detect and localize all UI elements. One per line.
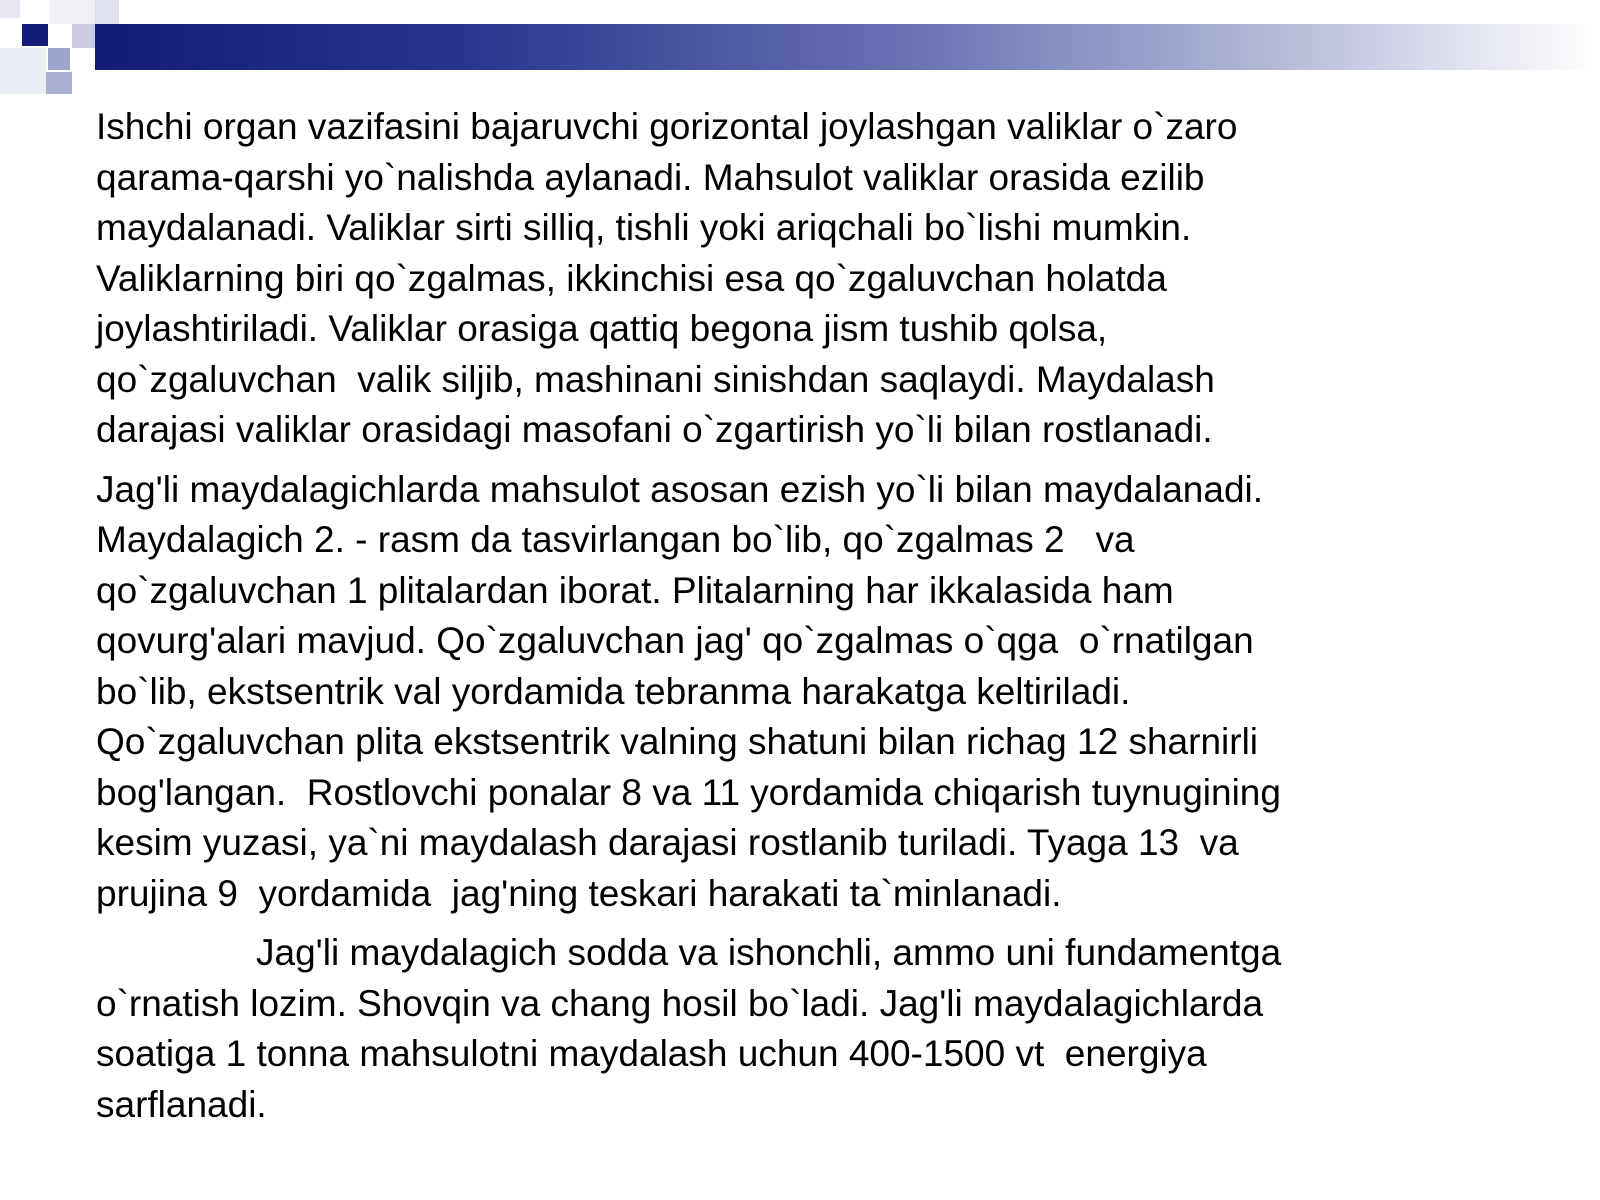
decor-square <box>72 24 95 48</box>
text-line: kesim yuzasi, ya`ni maydalash darajasi rostlanib turiladi. Tyaga 13 va <box>96 822 1239 863</box>
text-line: qo`zgaluvchan 1 plitalardan iborat. Plitalarning har ikkalasida ham <box>96 569 1174 611</box>
text-line: joylashtiriladi. Valiklar orasiga qattiq begona jism tushib qolsa, <box>96 308 1108 349</box>
text-line: darajasi valiklar orasidagi masofani o`zgartirish yo`li bilan rostlanadi. <box>96 409 1213 450</box>
text-line: bog'langan. Rostlovchi ponalar 8 va 11 yordamida chiqarish tuynugining <box>96 771 1281 813</box>
header-gradient-bar <box>95 24 1595 70</box>
text-line: qovurg'alari mavjud. Qo`zgaluvchan jag' qo`zgalmas o`qga o`rnatilgan <box>96 620 1254 661</box>
decor-square-dark <box>22 24 48 46</box>
text-line: bo`lib, ekstsentrik val yordamida tebranma harakatga keltiriladi. <box>96 670 1131 712</box>
slide-body <box>96 102 1476 1139</box>
text-line: Ishchi organ vazifasini bajaruvchi gorizontal joylashgan valiklar o`zaro <box>96 106 1238 147</box>
text-line: prujina 9 yordamida jag'ning teskari harakati ta`minlanadi. <box>96 872 1062 914</box>
decor-square <box>50 0 95 24</box>
decor-square <box>48 48 70 70</box>
text-line: Valiklarning biri qo`zgalmas, ikkinchisi esa qo`zgaluvchan holatda <box>96 257 1167 299</box>
text-line: maydalanadi. Valiklar sirti silliq, tishli yoki ariqchali bo`lishi mumkin. <box>96 207 1192 248</box>
text-line: soatiga 1 tonna mahsulotni maydalash uchun 400-1500 vt energiya <box>96 1033 1207 1074</box>
text-line: Maydalagich 2. - rasm da tasvirlangan bo`lib, qo`zgalmas 2 va <box>96 519 1135 560</box>
paragraph-2 <box>96 465 1476 920</box>
text-line: sarflanadi. <box>96 1083 267 1125</box>
decor-square <box>95 0 119 24</box>
text-line: Jag'li maydalagich sodda va ishonchli, ammo uni fundamentga <box>256 932 1282 973</box>
decor-square <box>46 72 72 94</box>
paragraph-1 <box>96 102 1476 456</box>
text-line: qo`zgaluvchan valik siljib, mashinani sinishdan saqlaydi. Maydalash <box>96 358 1215 400</box>
text-line: o`rnatish lozim. Shovqin va chang hosil bo`ladi. Jag'li maydalagichlarda <box>96 982 1264 1024</box>
text-line: Qo`zgaluvchan plita ekstsentrik valning shatuni bilan richag 12 sharnirli <box>96 721 1259 762</box>
text-line: qarama-qarshi yo`nalishda aylanadi. Mahsulot valiklar orasida ezilib <box>96 156 1205 198</box>
decor-square <box>0 48 46 94</box>
text-line: Jag'li maydalagichlarda mahsulot asosan ezish yo`li bilan maydalanadi. <box>96 468 1264 510</box>
decor-square <box>0 0 20 18</box>
paragraph-3 <box>96 928 1476 1130</box>
